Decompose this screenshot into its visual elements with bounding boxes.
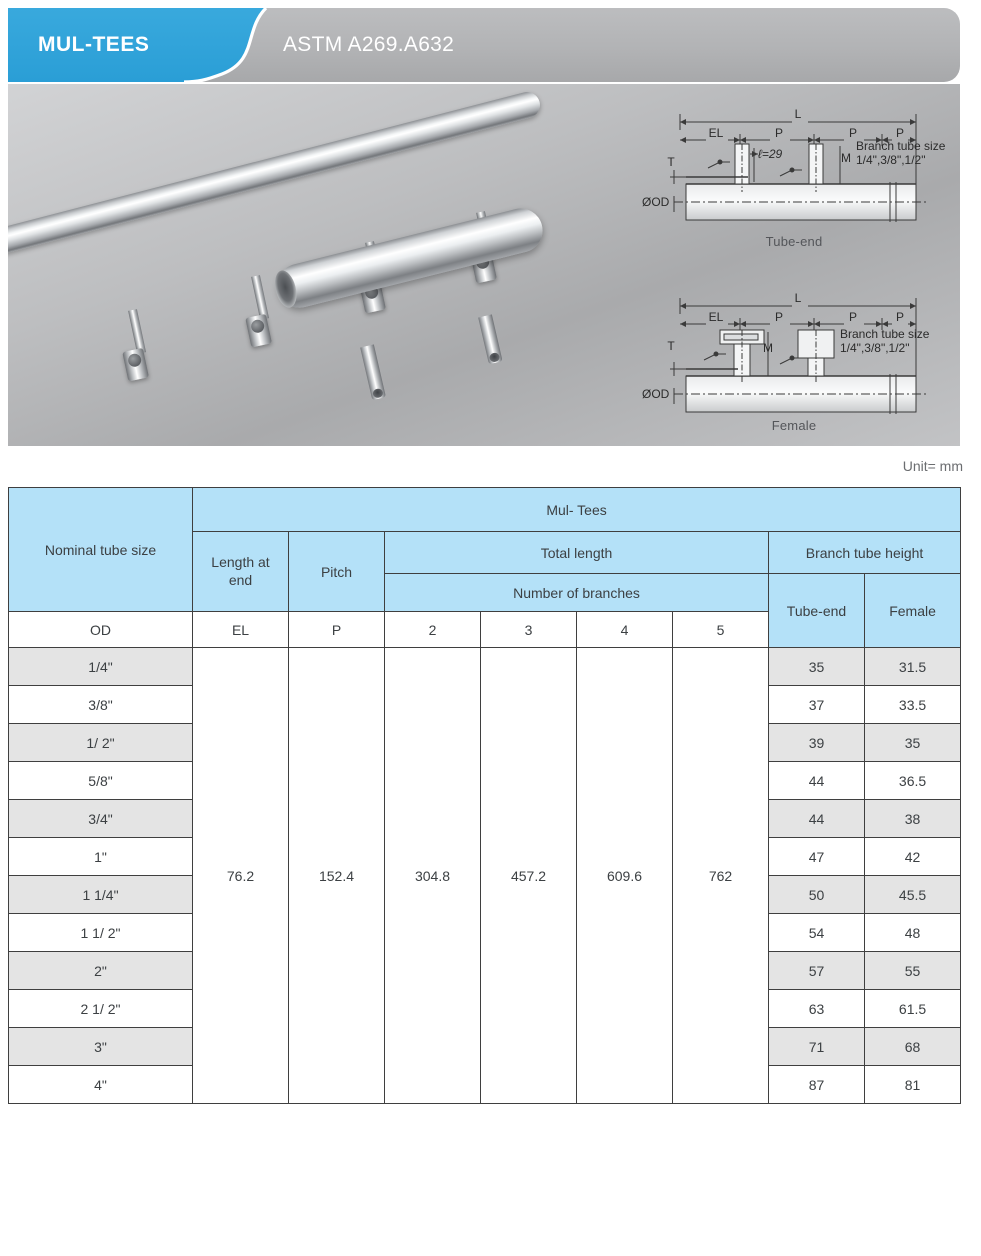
symbol-p: P [289, 612, 385, 648]
cell-nominal-size: 1/ 2" [9, 724, 193, 762]
svg-text:M: M [763, 341, 773, 355]
cell-female-height: 55 [865, 952, 961, 990]
value-length-at-end: 76.2 [193, 648, 289, 1104]
svg-text:T: T [667, 155, 675, 169]
cell-tube-end-height: 44 [769, 800, 865, 838]
cell-nominal-size: 1" [9, 838, 193, 876]
spec-table-body [9, 648, 961, 1104]
svg-text:ℓ=29: ℓ=29 [758, 147, 783, 161]
tee-branch [360, 344, 386, 400]
tee-branch [478, 314, 502, 364]
value-total-length-4: 609.6 [577, 648, 673, 1104]
branch-count-2: 2 [385, 612, 481, 648]
cell-tube-end-height: 37 [769, 686, 865, 724]
branch-count-5: 5 [673, 612, 769, 648]
cell-tube-end-height: 57 [769, 952, 865, 990]
cell-tube-end-height: 54 [769, 914, 865, 952]
cell-tube-end-height: 87 [769, 1066, 865, 1104]
unit-note: Unit= mm [902, 458, 963, 474]
cell-nominal-size: 4" [9, 1066, 193, 1104]
cell-nominal-size: 2 1/ 2" [9, 990, 193, 1028]
svg-text:1/4",3/8",1/2": 1/4",3/8",1/2" [840, 341, 910, 355]
header-tube-end: Tube-end [769, 574, 865, 648]
header-banner [8, 8, 960, 82]
cell-nominal-size: 1 1/4" [9, 876, 193, 914]
branch-nut [245, 314, 272, 348]
value-total-length-5: 762 [673, 648, 769, 1104]
cell-female-height: 42 [865, 838, 961, 876]
svg-text:L: L [794, 291, 802, 305]
svg-text:P: P [895, 126, 905, 140]
header-female: Female [865, 574, 961, 648]
symbol-od: OD [9, 612, 193, 648]
cell-tube-end-height: 71 [769, 1028, 865, 1066]
cell-nominal-size: 3" [9, 1028, 193, 1066]
cell-female-height: 81 [865, 1066, 961, 1104]
cell-female-height: 61.5 [865, 990, 961, 1028]
header-mul-tees: Mul- Tees [193, 488, 961, 532]
table-row [9, 648, 961, 686]
svg-text:EL: EL [708, 310, 724, 324]
header-branch-tube-height: Branch tube height [769, 532, 961, 574]
cell-nominal-size: 1 1/ 2" [9, 914, 193, 952]
svg-text:M: M [841, 151, 851, 165]
branch-count-4: 4 [577, 612, 673, 648]
product-panel [8, 84, 960, 446]
cell-female-height: 68 [865, 1028, 961, 1066]
header-length-at-end-line2: end [228, 571, 253, 588]
diagram-caption-female: Female [771, 418, 817, 433]
cell-tube-end-height: 50 [769, 876, 865, 914]
svg-text:ØOD: ØOD [642, 195, 670, 209]
product-photo [8, 84, 628, 446]
cell-nominal-size: 3/4" [9, 800, 193, 838]
cell-female-height: 45.5 [865, 876, 961, 914]
svg-text:T: T [667, 339, 675, 353]
cell-nominal-size: 2" [9, 952, 193, 990]
cell-tube-end-height: 35 [769, 648, 865, 686]
svg-text:ØOD: ØOD [642, 387, 670, 401]
value-pitch: 152.4 [289, 648, 385, 1104]
svg-text:P: P [848, 310, 858, 324]
header-nominal-tube-size: Nominal tube size [9, 488, 193, 612]
cell-nominal-size: 1/4" [9, 648, 193, 686]
branch-stub [128, 309, 146, 354]
header-total-length: Total length [385, 532, 769, 574]
header-length-at-end [193, 532, 289, 612]
branch-stub [251, 275, 269, 320]
banner-shape [8, 8, 960, 82]
cell-tube-end-height: 44 [769, 762, 865, 800]
cell-female-height: 31.5 [865, 648, 961, 686]
cell-female-height: 36.5 [865, 762, 961, 800]
cell-tube-end-height: 47 [769, 838, 865, 876]
cell-nominal-size: 5/8" [9, 762, 193, 800]
cell-nominal-size: 3/8" [9, 686, 193, 724]
cell-tube-end-height: 39 [769, 724, 865, 762]
cell-female-height: 35 [865, 724, 961, 762]
svg-text:L: L [794, 107, 802, 121]
standard-label: ASTM A269.A632 [283, 33, 455, 56]
cell-female-height: 33.5 [865, 686, 961, 724]
svg-text:P: P [774, 310, 784, 324]
svg-text:EL: EL [708, 126, 724, 140]
tee-tube [273, 204, 548, 312]
svg-text:1/4",3/8",1/2": 1/4",3/8",1/2" [856, 153, 926, 167]
dimension-drawings [628, 88, 960, 446]
spec-table-wrap [8, 487, 960, 1104]
technical-drawings [628, 88, 960, 446]
branch-count-3: 3 [481, 612, 577, 648]
svg-text:Branch tube size: Branch tube size [856, 139, 946, 153]
svg-text:P: P [774, 126, 784, 140]
svg-text:P: P [848, 126, 858, 140]
branch-nut [122, 348, 149, 382]
value-total-length-3: 457.2 [481, 648, 577, 1104]
svg-text:P: P [895, 310, 905, 324]
symbol-el: EL [193, 612, 289, 648]
header-number-of-branches: Number of branches [385, 574, 769, 612]
cell-female-height: 38 [865, 800, 961, 838]
cell-tube-end-height: 63 [769, 990, 865, 1028]
header-pitch: Pitch [289, 532, 385, 612]
diagram-caption-tube-end: Tube-end [765, 234, 823, 249]
value-total-length-2: 304.8 [385, 648, 481, 1104]
header-length-at-end-line1: Length at [211, 554, 270, 570]
cell-female-height: 48 [865, 914, 961, 952]
svg-text:Branch tube size: Branch tube size [840, 327, 930, 341]
spec-table [8, 487, 961, 1104]
brand-title: MUL-TEES [38, 33, 150, 56]
